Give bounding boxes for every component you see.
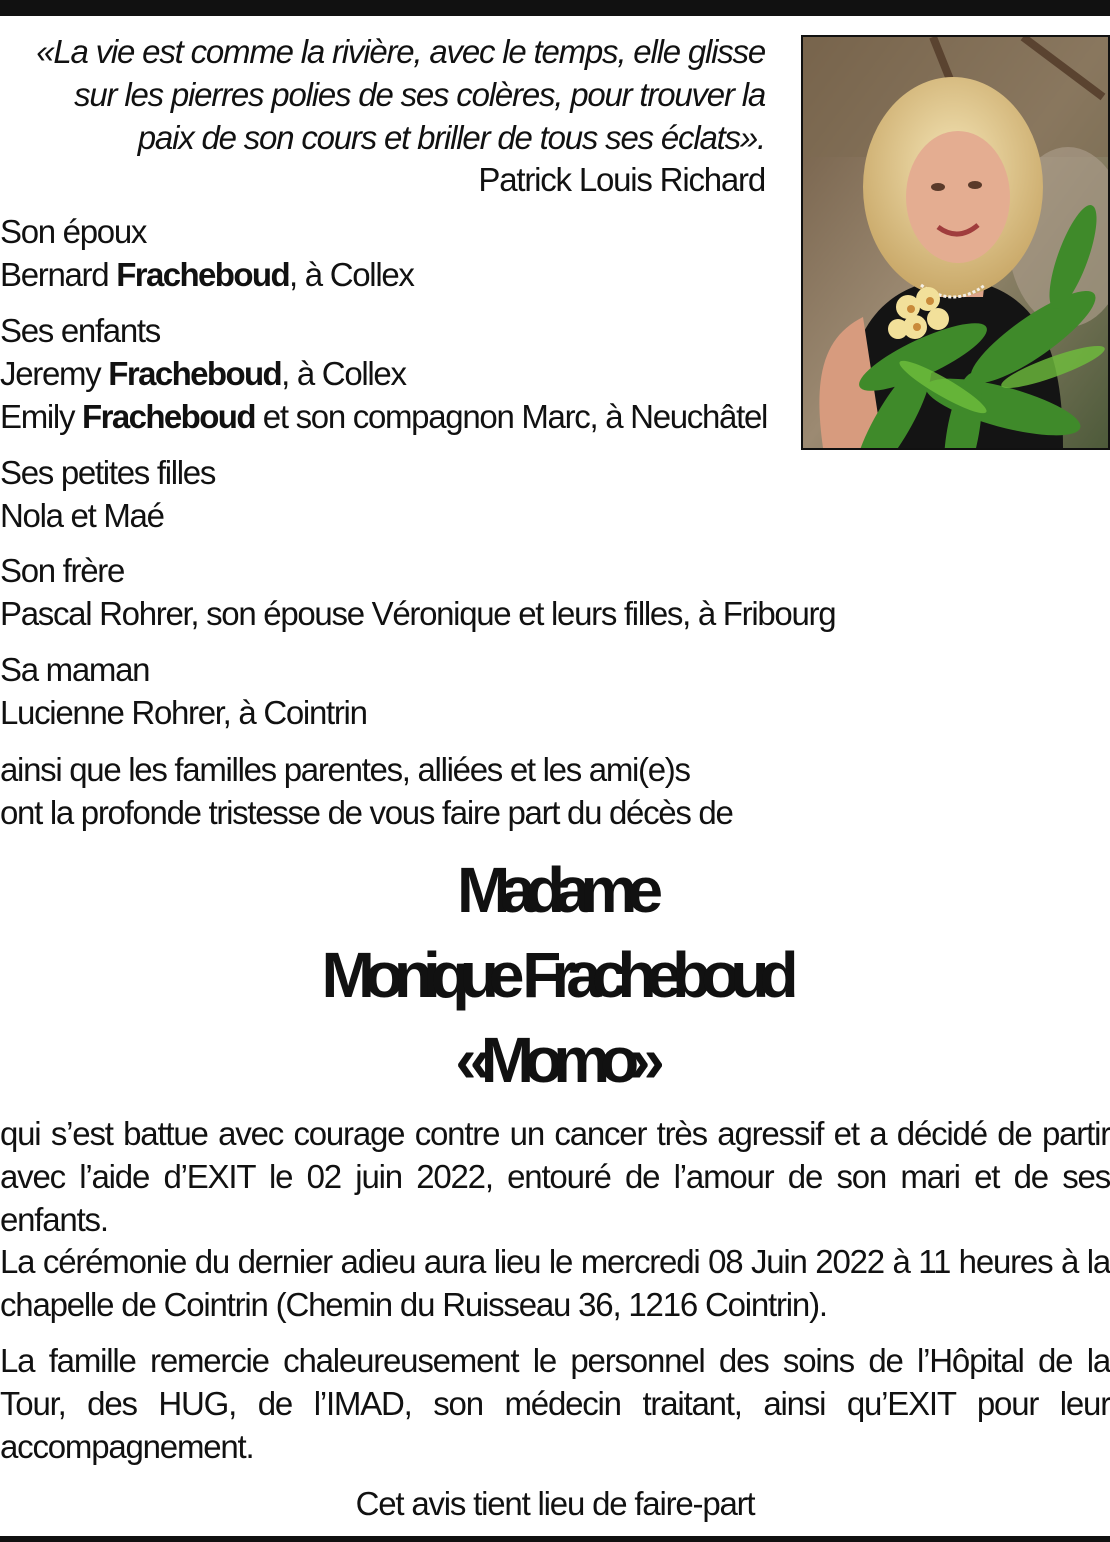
mother-line: Lucienne Rohrer, à Cointrin [0, 694, 367, 731]
top-rule [0, 0, 1110, 16]
portrait-photo [801, 35, 1110, 450]
portrait-photo-illustration [803, 37, 1108, 448]
announcement-line: ainsi que les familles parentes, alliées et les ami(e)s [0, 751, 690, 788]
announcement-line: ont la profonde tristesse de vous faire part du décès de [0, 794, 733, 831]
thanks-paragraph: La famille remercie chaleureusement le personnel des soins de l’Hôpital de la Tour, des HUG, de l’IMAD, son médecin traitant, ainsi qu’EXIT pour leur accompagnement. [0, 1342, 1110, 1465]
child2-last-name: Fracheboud [82, 398, 255, 435]
spouse-place: , à Collex [289, 256, 414, 293]
brother-section [0, 549, 835, 635]
mother-section [0, 648, 367, 734]
body-paragraph: qui s’est battue avec courage contre un cancer très agressif et a décidé de partir avec l’aide d’EXIT le 02 juin 2022, entouré de l’amour de son mari et de ses enfants. [0, 1115, 1110, 1238]
child1-last-name: Fracheboud [108, 355, 282, 392]
brother-line: Pascal Rohrer, son épouse Véronique et leurs filles, à Fribourg [0, 595, 836, 632]
bottom-rule [0, 1536, 1110, 1542]
epigraph-quote [0, 30, 765, 159]
child1-place: , à Collex [281, 355, 406, 392]
mother-heading: Sa maman [0, 651, 150, 688]
quote-line: «La vie est comme la rivière, avec le temps, elle glisse [36, 33, 765, 70]
brother-heading: Son frère [0, 552, 125, 589]
quote-line: sur les pierres polies de ses colères, pour trouver la [74, 76, 765, 113]
children-heading: Ses enfants [0, 312, 160, 349]
spouse-last-name: Fracheboud [116, 256, 290, 293]
child2-first-name: Emily [0, 398, 75, 435]
grandchildren-section [0, 451, 215, 537]
spouse-line [0, 253, 414, 296]
grandchildren-names: Nola et Maé [0, 497, 164, 534]
child1-first-name: Jeremy [0, 355, 101, 392]
deceased-title: Madame [456, 854, 654, 926]
spouse-first-name: Bernard [0, 256, 109, 293]
spouse-heading: Son époux [0, 213, 147, 250]
grandchildren-heading: Ses petites filles [0, 454, 216, 491]
ceremony-paragraph: La cérémonie du dernier adieu aura lieu le mercredi 08 Juin 2022 à 11 heures à la chapelle de Cointrin (Chemin du Ruisseau 36, 1216 Cointrin). [0, 1243, 1110, 1323]
closing-note: Cet avis tient lieu de faire-part [355, 1485, 755, 1522]
quote-author: Patrick Louis Richard [478, 161, 765, 198]
child-line [0, 395, 767, 438]
child2-rest: et son compagnon Marc, à Neuchâtel [254, 398, 768, 435]
announcement [0, 748, 733, 834]
child-line [0, 352, 767, 395]
deceased-nickname: «Momo» [455, 1024, 655, 1096]
quote-line: paix de son cours et briller de tous ses éclats». [137, 119, 765, 156]
deceased-name: Monique Fracheboud [321, 939, 789, 1011]
deceased-name-block [0, 848, 1110, 1103]
children-section [0, 309, 767, 438]
spouse-section [0, 210, 414, 296]
